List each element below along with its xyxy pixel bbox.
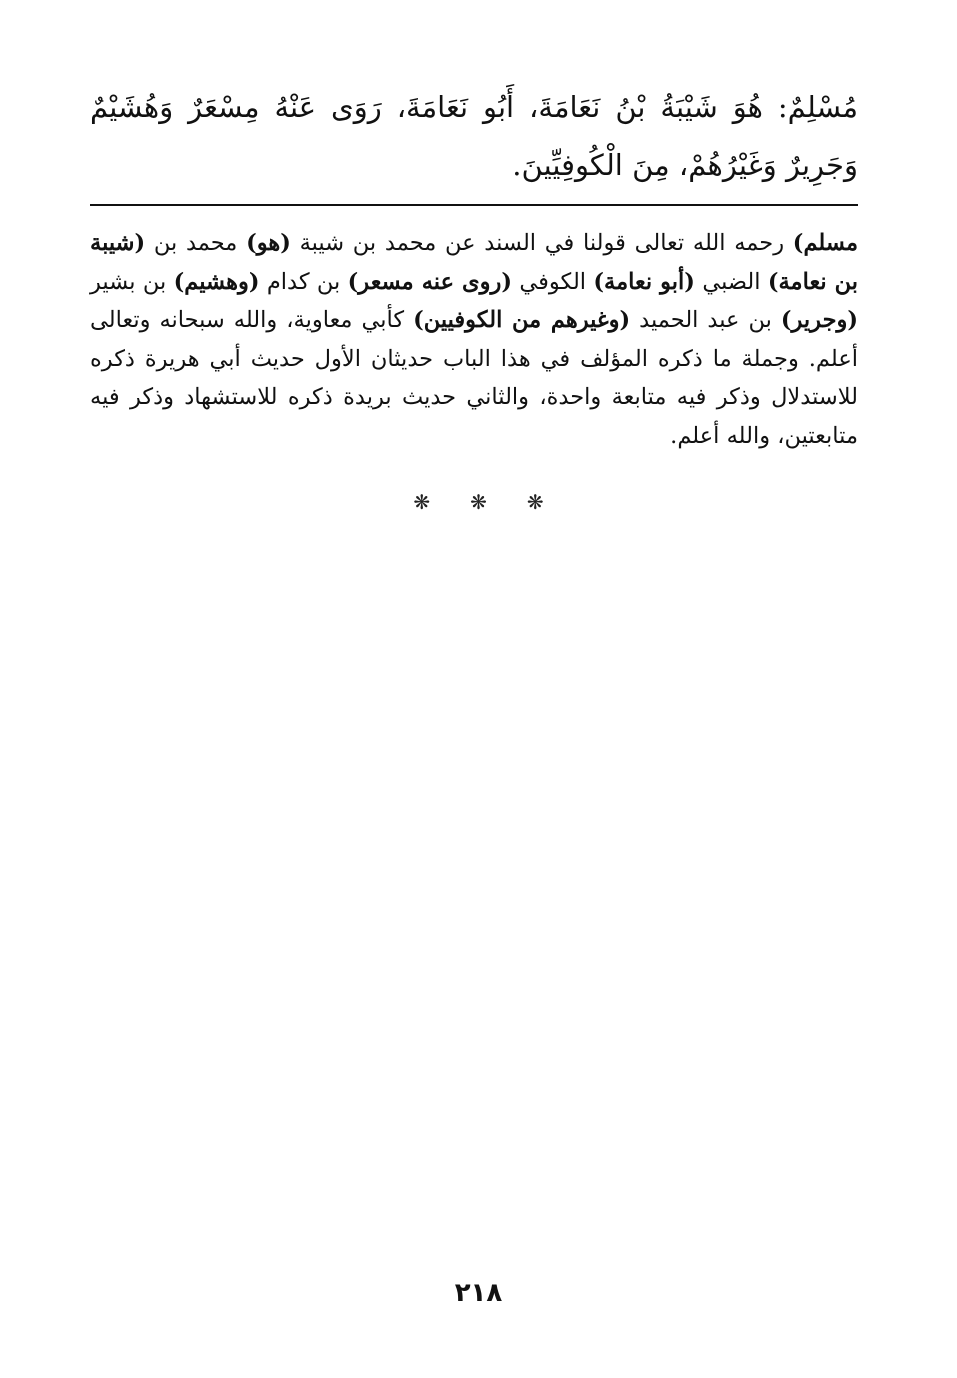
commentary-bold-segment: (وغيرهم من الكوفيين)	[413, 307, 631, 333]
commentary-bold-segment: (روى عنه مسعر)	[347, 268, 513, 295]
commentary-segment: الضبي	[694, 268, 768, 295]
commentary-text	[90, 224, 858, 455]
commentary-bold-segment: (وجرير)	[780, 307, 858, 333]
commentary-bold-segment: (وهشيم)	[173, 268, 260, 295]
footnote-divider	[90, 204, 858, 206]
commentary-segment: كأبي معاوية، والله سبحانه وتعالى أعلم. وجملة ما ذكره المؤلف في هذا الباب حديثان الأول حديث أبي هريرة ذكره للاستدلال وذكر فيه متابعة واحدة، والثاني حديث بريدة ذكره للاستشهاد وذكر فيه متابعتين، والله أعلم.	[90, 307, 858, 449]
asterism-icon: ❋	[526, 490, 544, 514]
commentary-bold-segment: (هو)	[246, 230, 291, 256]
commentary-segment: بن بشير	[90, 268, 174, 295]
commentary-segment: الكوفي	[512, 268, 594, 295]
commentary-segment: بن كدام	[259, 268, 348, 295]
commentary-bold-segment: (أبو نعامة)	[593, 268, 695, 295]
section-separator	[0, 490, 957, 514]
commentary-segment: محمد بن	[145, 230, 247, 256]
commentary-segment: رحمه الله تعالى قولنا في السند عن محمد بن شيبة	[290, 230, 793, 256]
asterism-icon: ❋	[470, 490, 487, 514]
page-number: ٢١٨	[454, 1278, 503, 1308]
commentary-segment: بن عبد الحميد	[630, 307, 781, 333]
asterism-icon: ❋	[413, 490, 431, 514]
main-text: مُسْلِمٌ: هُوَ شَيْبَةُ بْنُ نَعَامَةَ، أَبُو نَعَامَةَ، رَوَى عَنْهُ مِسْعَرٌ وَهُشَيْمٌ وَجَرِيرٌ وَغَيْرُهُمْ، مِنَ الْكُوفِيِّينَ.	[90, 90, 858, 182]
commentary-bold-segment: (شيبة بن نعامة)	[90, 230, 858, 295]
commentary-bold-segment: مسلم)	[792, 230, 858, 256]
